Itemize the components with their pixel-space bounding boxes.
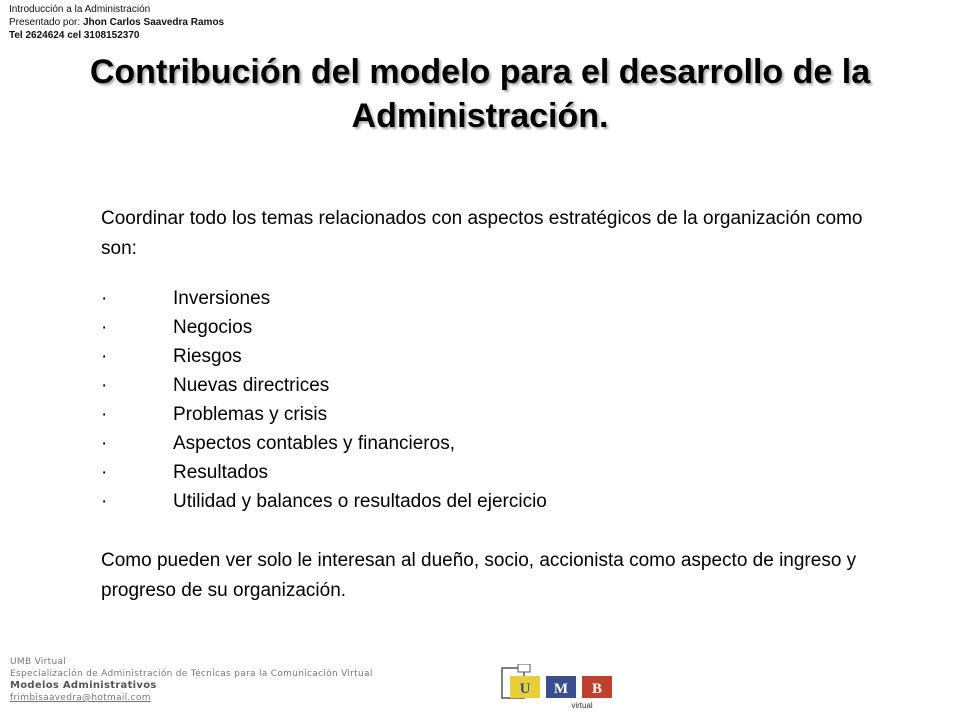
bullet-dot: · (101, 433, 108, 454)
footer-email: frimbisaavedra@hotmail.com (10, 693, 151, 703)
bullet-text: Negocios (173, 317, 253, 338)
list-item (101, 487, 881, 516)
logo-subtitle: virtual (571, 701, 593, 710)
presenter-name: Jhon Carlos Saavedra Ramos (82, 17, 225, 28)
bullet-dot: · (101, 317, 108, 338)
list-item (101, 313, 881, 342)
bullet-text: Nuevas directrices (173, 375, 330, 396)
bullet-text: Aspectos contables y financieros, (173, 433, 455, 454)
outro-paragraph: Como pueden ver solo le interesan al dueño, socio, accionista como aspecto de ingreso y progreso de su organización. (101, 550, 857, 601)
slide-title: Contribución del modelo para el desarrollo de la Administración. (89, 53, 871, 135)
footer-org: UMB Virtual (10, 657, 67, 667)
bullet-dot: · (101, 462, 108, 483)
logo-tab (518, 664, 530, 672)
bullet-text: Riesgos (173, 346, 242, 367)
bullet-list (101, 284, 881, 516)
bullet-text: Inversiones (173, 288, 271, 309)
bullet-text: Resultados (173, 462, 269, 483)
footer-course: Modelos Administrativos (10, 680, 157, 691)
bullet-text: Utilidad y balances o resultados del ejercicio (173, 491, 547, 512)
presenter-line (9, 16, 224, 29)
course-line: Introducción a la Administración (9, 4, 151, 15)
logo-letter-b: B (591, 681, 603, 697)
bullet-dot: · (101, 346, 108, 367)
bullet-dot: · (101, 288, 108, 309)
logo-letter-u: U (519, 681, 531, 697)
footer-info (10, 656, 373, 704)
list-item (101, 371, 881, 400)
list-item (101, 429, 881, 458)
footer-program: Especialización de Administración de Técnicas para la Comunicación Virtual (10, 669, 373, 679)
list-item (101, 400, 881, 429)
header-info (9, 3, 224, 42)
presenter-prefix: Presentado por: (9, 17, 81, 28)
bullet-dot: · (101, 404, 108, 425)
list-item (101, 458, 881, 487)
bullet-text: Problemas y crisis (173, 404, 328, 425)
phone-line: Tel 2624624 cel 3108152370 (9, 30, 140, 41)
list-item (101, 284, 881, 313)
bullet-dot: · (101, 375, 108, 396)
logo-letter-m: M (553, 681, 569, 697)
intro-paragraph: Coordinar todo los temas relacionados con aspectos estratégicos de la organización como son: (101, 208, 863, 259)
umb-logo (500, 664, 620, 714)
slide-body (101, 204, 881, 606)
list-item (101, 342, 881, 371)
bullet-dot: · (101, 491, 108, 512)
